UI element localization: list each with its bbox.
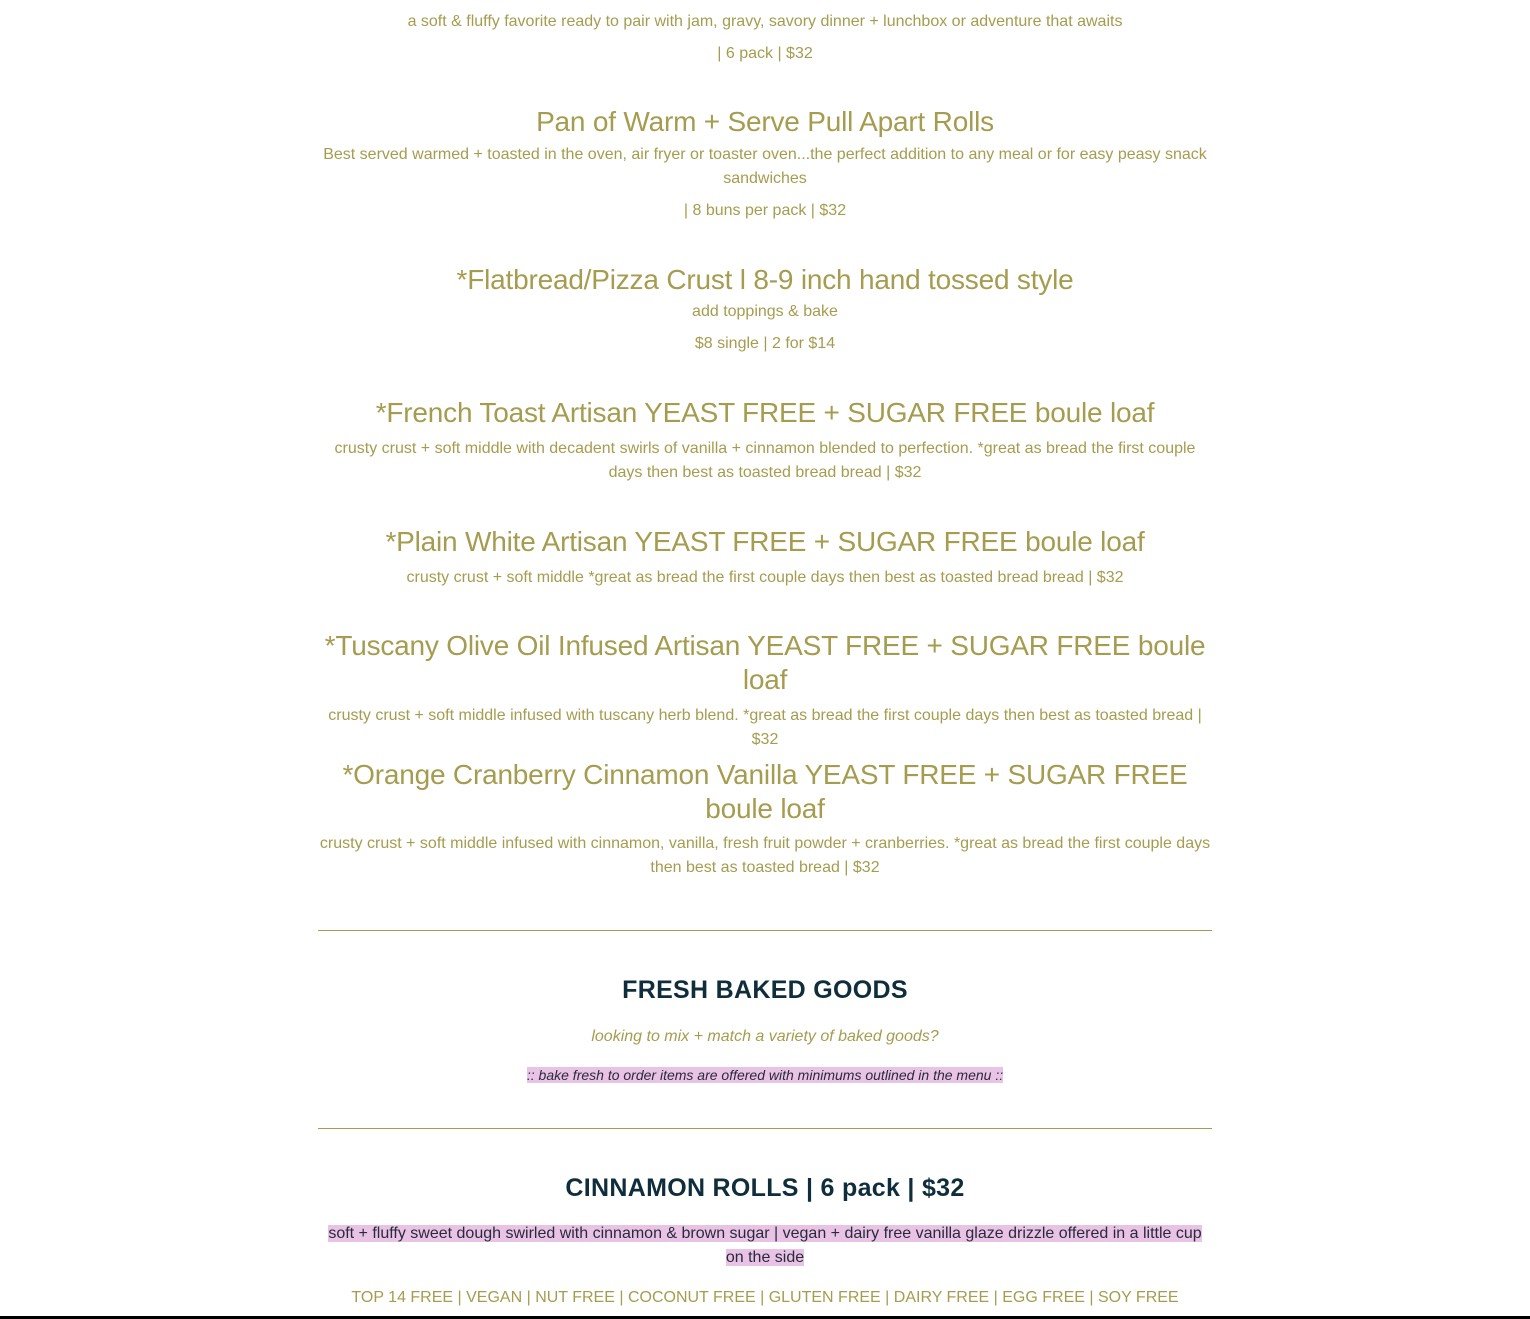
item-description: crusty crust + soft middle infused with cinnamon, vanilla, fresh fruit powder + cranberries. *great as bread the first couple days then best as toasted bread | $32	[319, 835, 1211, 876]
item-title: *French Toast Artisan YEAST FREE + SUGAR FREE boule loaf	[375, 397, 1155, 428]
menu-item-pull-apart-rolls	[318, 105, 1212, 223]
section-divider	[318, 1128, 1212, 1129]
section-title-cinnamon-rolls: CINNAMON ROLLS | 6 pack | $32	[565, 1174, 965, 1202]
item-description: crusty crust + soft middle with decadent swirls of vanilla + cinnamon blended to perfection. *great as bread the first couple days then best as toasted bread bread | $32	[334, 440, 1196, 481]
menu-item-orange-cranberry-loaf	[318, 758, 1212, 880]
menu-item-plain-white-loaf	[318, 525, 1212, 590]
highlighted-note: :: bake fresh to order items are offered with minimums outlined in the menu ::	[526, 1067, 1004, 1083]
item-title: Pan of Warm + Serve Pull Apart Rolls	[536, 106, 994, 137]
menu-item-flatbread	[318, 263, 1212, 356]
item-description: crusty crust + soft middle *great as bread the first couple days then best as toasted bread bread | $32	[406, 569, 1124, 586]
item-description: a soft & fluffy favorite ready to pair with jam, gravy, savory dinner + lunchbox or adventure that awaits	[407, 13, 1123, 30]
item-title: *Tuscany Olive Oil Infused Artisan YEAST FREE + SUGAR FREE boule loaf	[324, 630, 1206, 695]
section-title-fresh-baked-goods: FRESH BAKED GOODS	[622, 976, 908, 1004]
allergen-tags: TOP 14 FREE | VEGAN | NUT FREE | COCONUT FREE | GLUTEN FREE | DAIRY FREE | EGG FREE | SOY FREE	[351, 1289, 1179, 1306]
cinnamon-rolls-description	[318, 1222, 1212, 1270]
item-title: *Flatbread/Pizza Crust l 8-9 inch hand tossed style	[456, 264, 1074, 295]
item-title: *Orange Cranberry Cinnamon Vanilla YEAST FREE + SUGAR FREE boule loaf	[342, 759, 1188, 824]
item-description: Best served warmed + toasted in the oven, air fryer or toaster oven...the perfect addition to any meal or for easy peasy snack sandwiches	[323, 146, 1207, 187]
item-description: add toppings & bake	[692, 303, 838, 320]
item-title: *Plain White Artisan YEAST FREE + SUGAR FREE boule loaf	[385, 526, 1145, 557]
menu-item-tuscany-loaf	[318, 629, 1212, 752]
fresh-baked-note	[318, 1066, 1212, 1085]
menu-item-french-toast-loaf	[318, 396, 1212, 485]
item-description: crusty crust + soft middle infused with tuscany herb blend. *great as bread the first couple days then best as toasted bread | $32	[328, 707, 1202, 748]
item-price: $8 single | 2 for $14	[694, 335, 836, 352]
menu-item-top	[318, 10, 1212, 66]
item-price: | 8 buns per pack | $32	[683, 202, 847, 219]
item-price: | 6 pack | $32	[717, 45, 813, 62]
section-divider	[318, 930, 1212, 931]
highlighted-description: soft + fluffy sweet dough swirled with cinnamon & brown sugar | vegan + dairy free vanilla glaze drizzle offered in a little cup on the side	[328, 1225, 1202, 1266]
fresh-baked-subtitle: looking to mix + match a variety of baked goods?	[591, 1028, 939, 1045]
